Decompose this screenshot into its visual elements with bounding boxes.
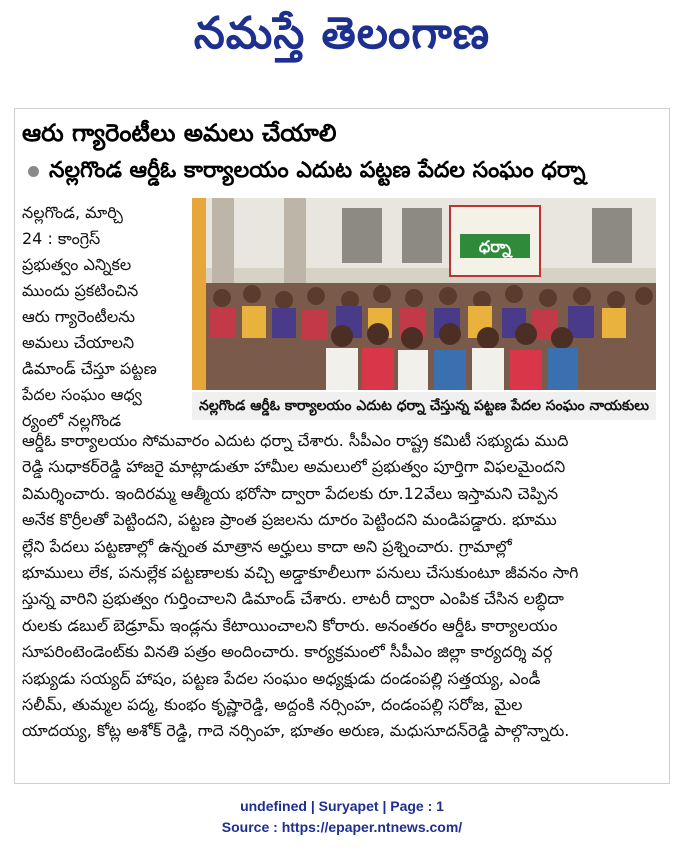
lead-line: ఆరు గ్యారెంటీలను [22,307,136,326]
lead-line: పేదల సంఘం ఆధ్వ [22,385,142,404]
body-line: స్తున్న వారిని ప్రభుత్వం గుర్తించాలని డిమాండ్ చేశారు. లాటరీ ద్వారా ఎంపిక చేసిన లబ్ధిదా [22,589,564,609]
body-line: విమర్శించారు. ఇందిరమ్మ ఆత్మీయ భరోసా ద్వారా పేదలకు రూ.12వేలు ఇస్తామని చెప్పిన [22,483,559,503]
body-line: ఆర్డీఓ కార్యాలయం సోమవారం ఎదుట ధర్నా చేశారు. సీపీఎం రాష్ట్ర కమిటీ సభ్యుడు ముది [22,431,569,450]
lead-line: ర్యంలో నల్లగొండ [22,411,122,430]
footer-edition: undefined | Suryapet | Page : 1 [240,798,444,814]
banner-text: ధర్నా [478,237,512,256]
body-line: సభ్యుడు సయ్యద్ హాషం, పట్టణ పేదల సంఘం అధ్యక్షుడు దండంపల్లి సత్తయ్య, ఎండీ [22,668,541,688]
body-line: రెడ్డి సుధాకర్‌రెడ్డి హాజరై మాట్లాడుతూ హామీల అమలులో ప్రభుత్వం పూర్తిగా విఫలమైందని [22,457,566,477]
lead-line: ముందు ప్రకటించిన [22,281,139,300]
photo-caption: నల్లగొండ ఆర్డీఓ కార్యాలయం ఎదుట ధర్నా చేస్తున్న పట్టణ పేదల సంఘం నాయకులు [192,392,656,420]
body-line: సలీమ్, తుమ్మల పద్మ, కుంభం కృష్ణారెడ్డి, అద్దంకి నర్సింహ, దండంపల్లి సరోజ, మైల [22,694,523,714]
article-headline: ఆరు గ్యారెంటీలు అమలు చేయాలి [22,119,337,147]
lead-line: 24 : కాంగ్రెస్ [22,229,101,248]
masthead [0,0,684,78]
article-body [22,428,662,745]
lead-line: నల్లగొండ, మార్చి [22,203,123,222]
lead-line: డిమాండ్ చేస్తూ పట్టణ [22,359,157,378]
body-line: సూపరింటెండెంట్‌కు వినతి పత్రం అందించారు. కార్యక్రమంలో సీపీఎం జిల్లా కార్యదర్శి వర్గ [22,642,553,662]
body-line: యాదయ్య, కోట్ల అశోక్ రెడ్డి, గాదె నర్సింహ, భూతం అరుణ, మధుసూదన్‌రెడ్డి పాల్గొన్నారు. [22,721,570,741]
body-line: అనేక కొర్రీలతో పెట్టిందని, పట్టణ ప్రాంత ప్రజలను దూరం పెట్టిందని మండిపడ్డారు. భూము [22,510,557,530]
body-line: భూములు లేక, పనుల్లేక పట్టణాలకు వచ్చి అడ్డాకూలీలుగా పనులు చేసుకుంటూ జీవనం సాగి [22,562,579,582]
lead-line: ప్రభుత్వం ఎన్నికల [22,255,132,274]
lead-line: అమలు చేయాలని [22,333,135,352]
subheadline-text: నల్లగొండ ఆర్డీఓ కార్యాలయం ఎదుట పట్టణ పేదల సంఘం ధర్నా [49,158,586,183]
article-photo [192,198,656,390]
article-subheadline [22,156,662,186]
footer-source-link[interactable]: Source : https://epaper.ntnews.com/ [221,819,463,835]
protest-photo-illustration [192,198,656,390]
bullet-icon [28,166,39,177]
article-lead-column [22,200,186,434]
masthead-title: నమస్తే తెలంగాణ [193,8,491,59]
body-line: రులకు డబుల్ బెడ్రూమ్ ఇండ్లను కేటాయించాలని కోరారు. అనంతరం ఆర్డీఓ కార్యాలయం [22,615,558,635]
page-footer [0,796,684,838]
body-line: ల్లేని పేదలు పట్టణాల్లో ఉన్నంత మాత్రాన అర్హులు కాదా అని ప్రశ్నించారు. గ్రామాల్లో [22,536,512,556]
